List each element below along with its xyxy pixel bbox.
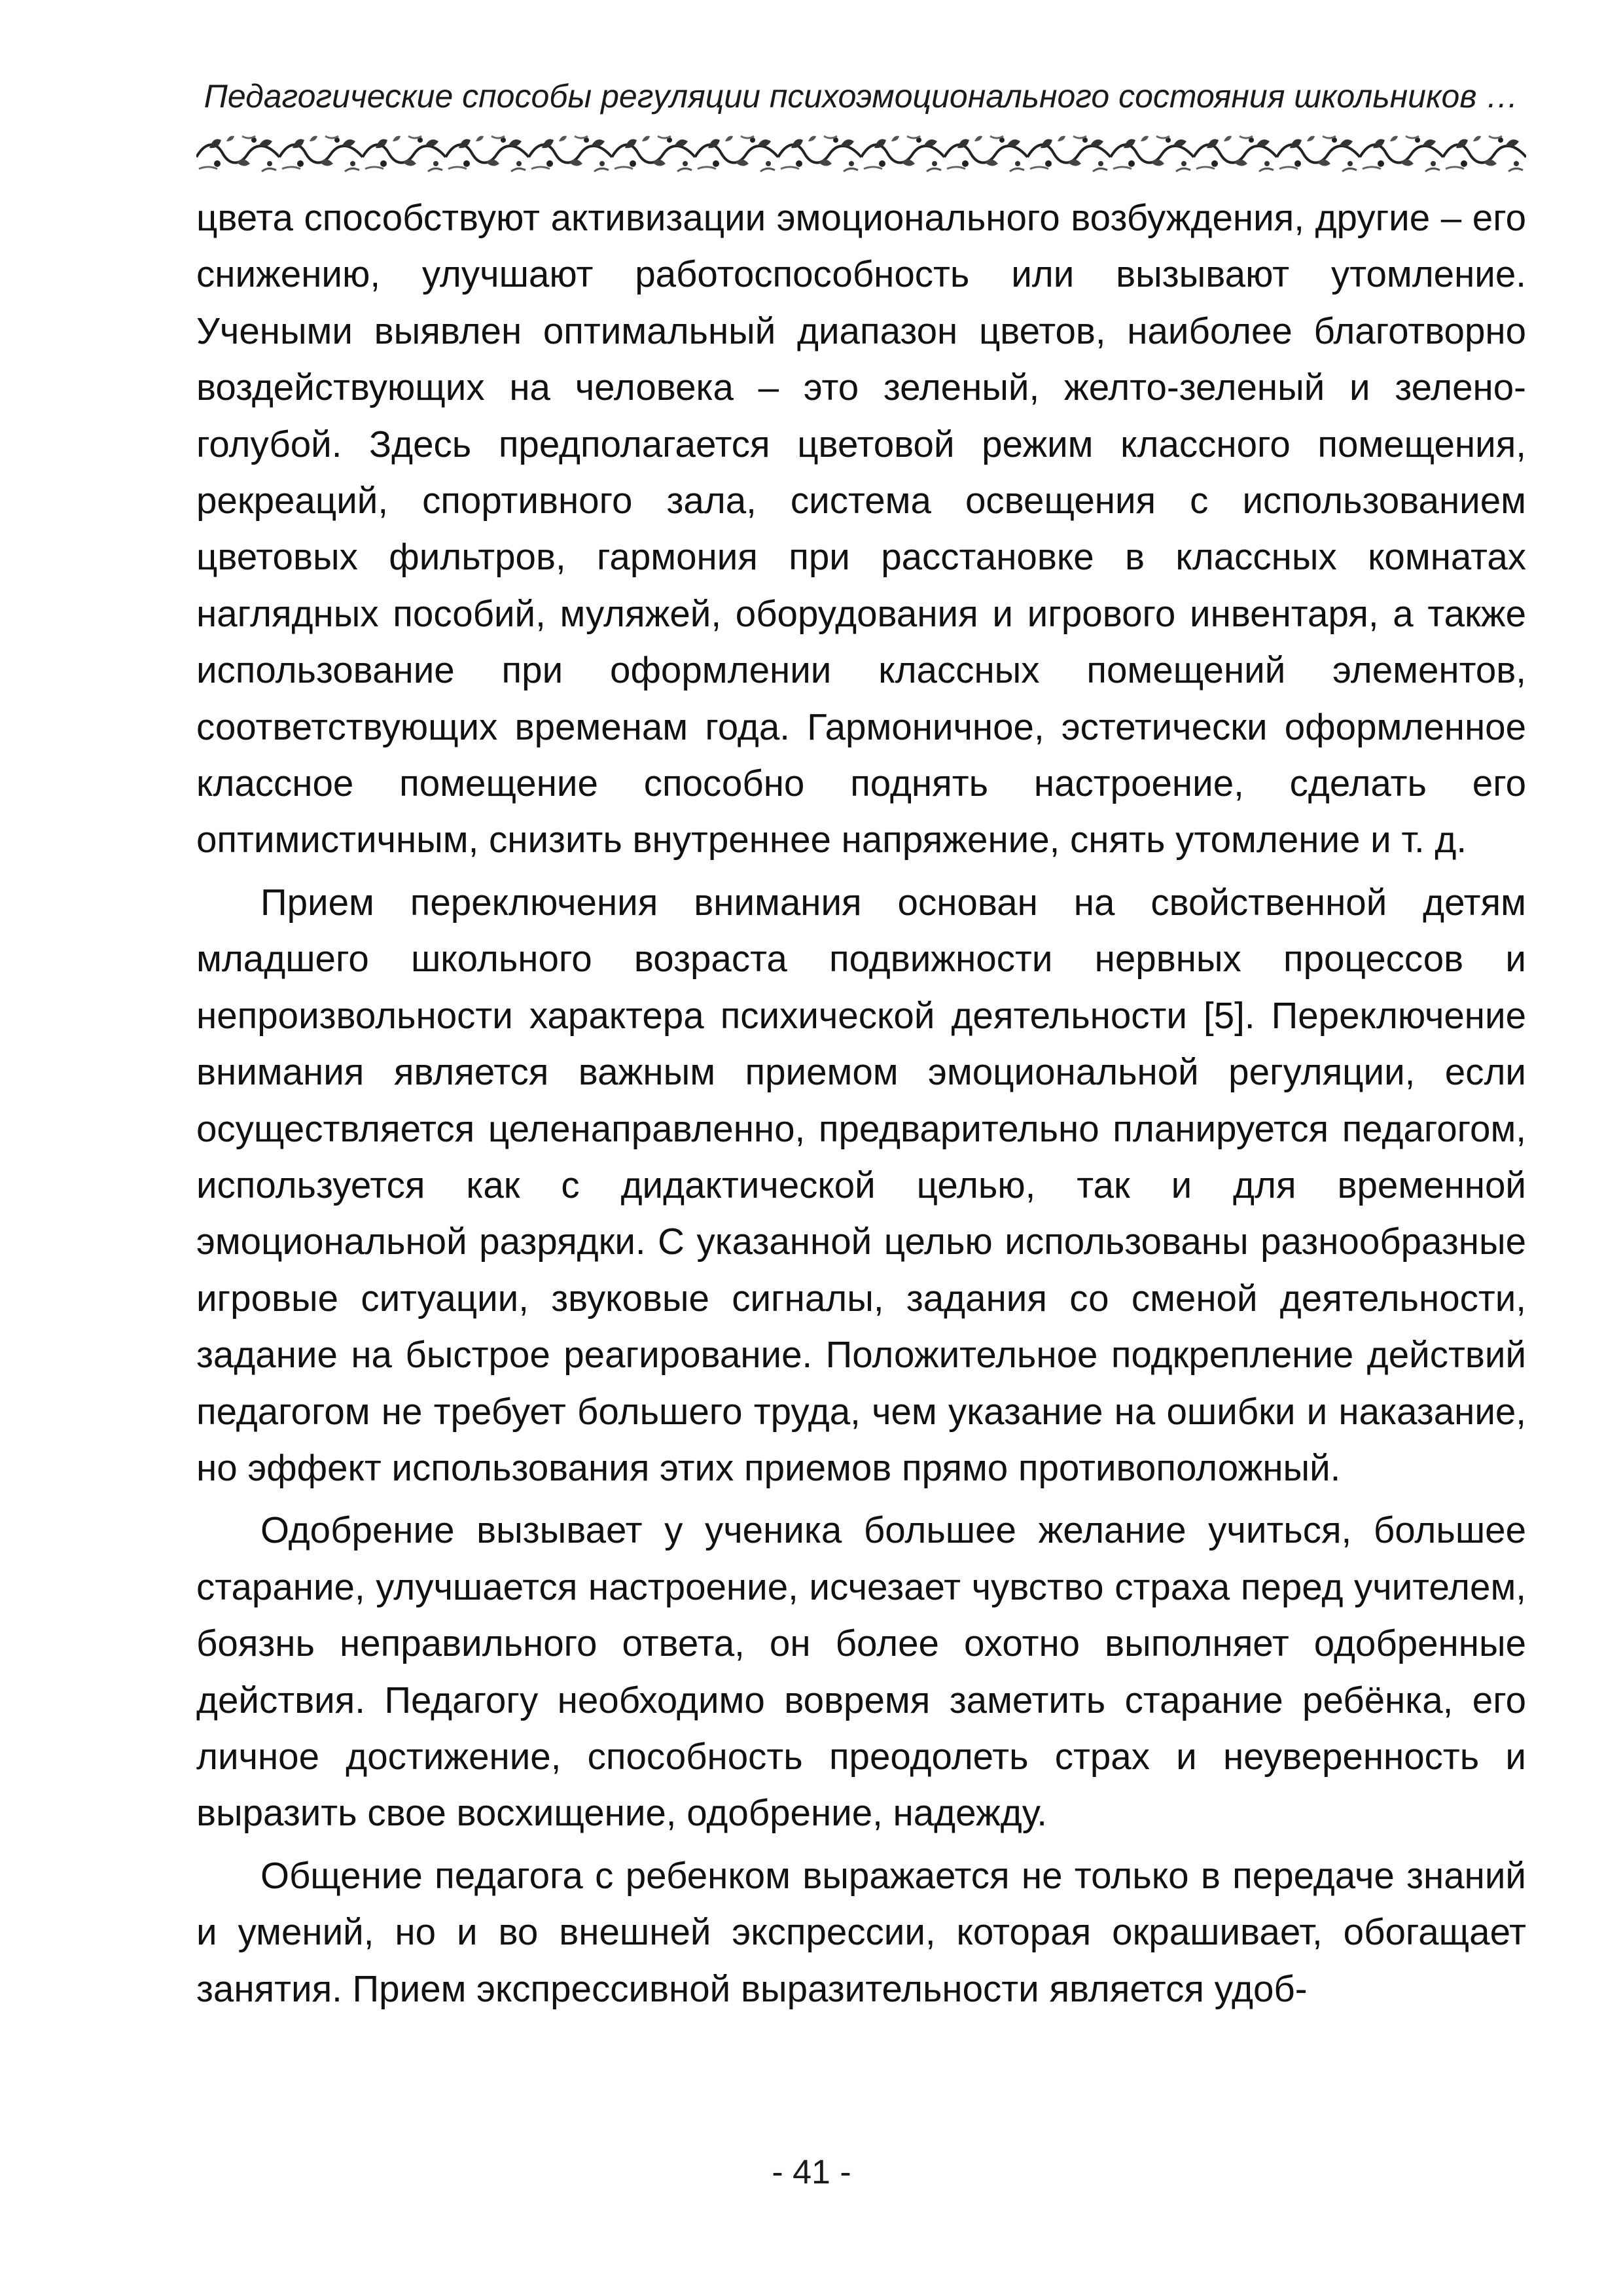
running-header: Педагогические способы регуляции психоэмоционального состояния школьников … bbox=[204, 78, 1519, 115]
ornament-divider bbox=[196, 128, 1526, 178]
body-text bbox=[196, 190, 1526, 2023]
page-number: - 41 - bbox=[772, 2153, 851, 2191]
paragraph-1: цвета способствуют активизации эмоционального возбуждения, другие – его снижению, улучшают работоспособность или вызывают утомление. Учеными выявлен оптимальный диапазон цветов, наиболее благотворно воздействующих на человека – это зеленый, желто-зеленый и зелено-голубой. Здесь предполагается цветовой режим классного помещения, рекреаций, спортивного зала, система освещения с использованием цветовых фильтров, гармония при расстановке в классных комнатах наглядных пособий, муляжей, оборудования и игрового инвентаря, а также использование при оформлении классных помещений элементов, соответствующих временам года. Гармоничное, эстетически оформленное классное помещение способно поднять настроение, сделать его оптимистичным, снизить внутреннее напряжение, снять утомление и т. д. bbox=[196, 197, 1526, 861]
paragraph-4: Общение педагога с ребенком выражается не только в передаче знаний и умений, но и во внешней экспрессии, которая окрашивает, обогащает занятия. Прием экспрессивной выразительности является удоб- bbox=[196, 1854, 1526, 2009]
paragraph-2: Прием переключения внимания основан на свойственной детям младшего школьного возраста подвижности нервных процессов и непроизвольности характера психической деятельности [5]. Переключение внимания является важным приемом эмоциональной регуляции, если осуществляется целенаправленно, предварительно планируется педагогом, используется как с дидактической целью, так и для временной эмоциональной разрядки. С указанной целью использованы разнообразные игровые ситуации, звуковые сигналы, задания со сменой деятельности, задание на быстрое реагирование. Положительное подкрепление действий педагогом не требует большего труда, чем указание на ошибки и наказание, но эффект использования этих приемов прямо противоположный. bbox=[196, 881, 1526, 1488]
paragraph-3: Одобрение вызывает у ученика большее желание учиться, большее старание, улучшается настроение, исчезает чувство страха перед учителем, боязнь неправильного ответа, он более охотно выполняет одобренные действия. Педагогу необходимо вовремя заметить старание ребёнка, его личное достижение, способность преодолеть страх и неуверенность и выразить свое восхищение, одобрение, надежду. bbox=[196, 1509, 1526, 1834]
